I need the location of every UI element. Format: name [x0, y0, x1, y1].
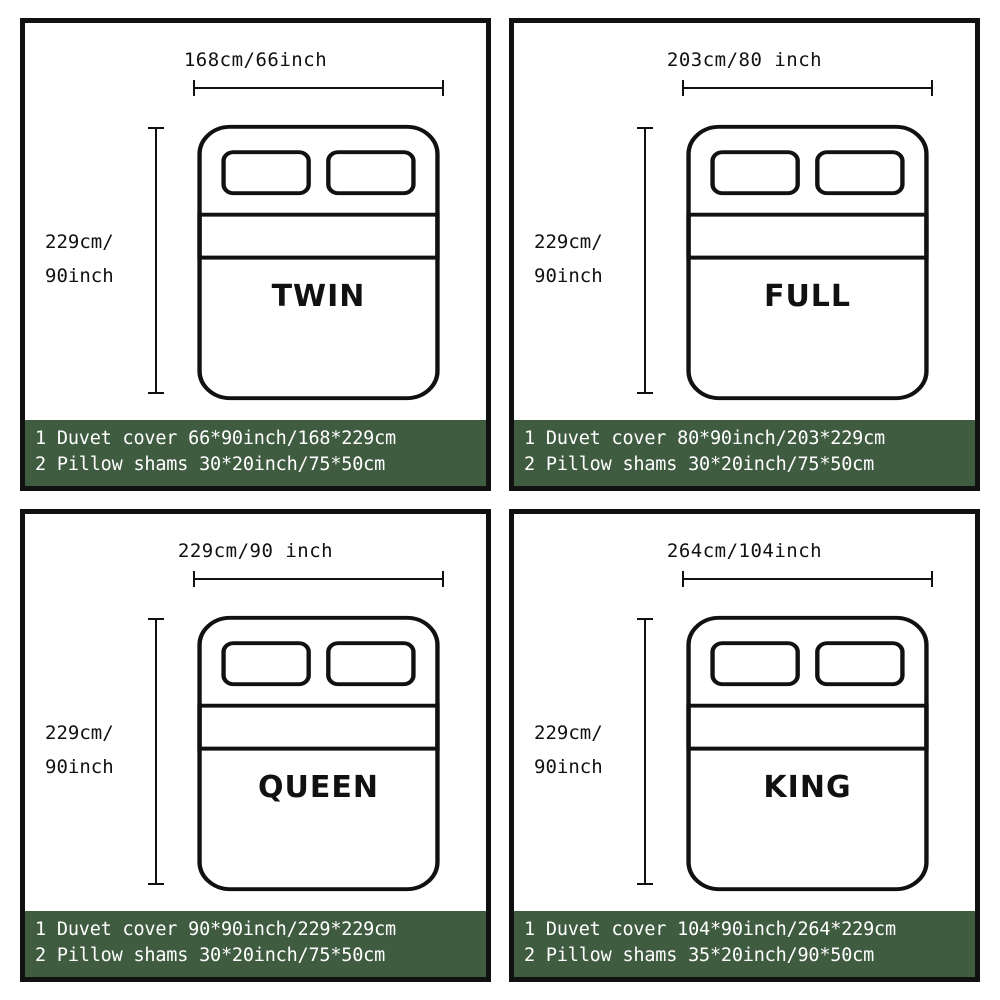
size-card-twin [20, 18, 491, 491]
bed-illustration-queen [193, 612, 444, 895]
dimension-cap-right [442, 80, 444, 96]
caption-line-1: 1 Duvet cover 104*90inch/264*229cm [524, 919, 896, 940]
bed-size-name: TWIN [271, 279, 366, 315]
dimension-cap-left [193, 571, 195, 587]
dimension-line-vertical [155, 618, 157, 885]
top-dimension-label: 229cm/90 inch [177, 540, 334, 562]
dimension-cap-left [682, 571, 684, 587]
bed-icon [193, 612, 444, 895]
bed-size-name: QUEEN [258, 770, 379, 806]
bed-size-name: FULL [763, 279, 852, 315]
bed-illustration-full [682, 121, 933, 404]
top-dimension-full [514, 49, 975, 105]
caption-line-2: 2 Pillow shams 30*20inch/75*50cm [35, 454, 386, 475]
side-dimension-line2: 90inch [534, 755, 603, 778]
side-dimension-label [45, 716, 141, 784]
size-card-queen [20, 509, 491, 982]
side-dimension-line1: 229cm/ [534, 721, 603, 744]
side-dimension-line1: 229cm/ [45, 721, 114, 744]
side-dimension-line2: 90inch [534, 264, 603, 287]
bed-illustration-twin [193, 121, 444, 404]
caption-twin [25, 420, 486, 486]
dimension-cap-bottom [148, 392, 164, 394]
side-dimension-label [45, 225, 141, 293]
dimension-line-horizontal [193, 87, 444, 89]
dimension-cap-top [637, 127, 653, 129]
dimension-line-vertical [644, 618, 646, 885]
side-dimension-line1: 229cm/ [534, 230, 603, 253]
dimension-cap-right [442, 571, 444, 587]
caption-line-1: 1 Duvet cover 90*90inch/229*229cm [35, 919, 396, 940]
side-dimension-twin [39, 113, 179, 404]
side-dimension-line2: 90inch [45, 755, 114, 778]
bed-icon [682, 121, 933, 404]
dimension-cap-bottom [637, 883, 653, 885]
top-dimension-queen [25, 540, 486, 596]
size-card-full [509, 18, 980, 491]
side-dimension-label [534, 716, 630, 784]
caption-line-2: 2 Pillow shams 30*20inch/75*50cm [524, 454, 875, 475]
dimension-cap-top [148, 127, 164, 129]
top-dimension-twin [25, 49, 486, 105]
size-card-king [509, 509, 980, 982]
dimension-cap-left [682, 80, 684, 96]
dimension-cap-right [931, 80, 933, 96]
bed-illustration-king [682, 612, 933, 895]
side-dimension-queen [39, 604, 179, 895]
dimension-cap-top [148, 618, 164, 620]
top-dimension-king [514, 540, 975, 596]
caption-line-1: 1 Duvet cover 80*90inch/203*229cm [524, 428, 885, 449]
side-dimension-king [528, 604, 668, 895]
dimension-line-horizontal [682, 87, 933, 89]
side-dimension-line1: 229cm/ [45, 230, 114, 253]
top-dimension-label: 203cm/80 inch [666, 49, 823, 71]
caption-line-2: 2 Pillow shams 35*20inch/90*50cm [524, 945, 875, 966]
top-dimension-label: 168cm/66inch [183, 49, 328, 71]
caption-king [514, 911, 975, 977]
caption-full [514, 420, 975, 486]
side-dimension-line2: 90inch [45, 264, 114, 287]
caption-queen [25, 911, 486, 977]
dimension-cap-bottom [148, 883, 164, 885]
dimension-line-horizontal [193, 578, 444, 580]
top-dimension-label: 264cm/104inch [666, 540, 823, 562]
side-dimension-label [534, 225, 630, 293]
dimension-line-horizontal [682, 578, 933, 580]
dimension-cap-top [637, 618, 653, 620]
bed-icon [193, 121, 444, 404]
bed-size-name: KING [763, 770, 852, 806]
dimension-cap-right [931, 571, 933, 587]
side-dimension-full [528, 113, 668, 404]
dimension-cap-bottom [637, 392, 653, 394]
bed-icon [682, 612, 933, 895]
dimension-line-vertical [155, 127, 157, 394]
dimension-cap-left [193, 80, 195, 96]
caption-line-1: 1 Duvet cover 66*90inch/168*229cm [35, 428, 396, 449]
dimension-line-vertical [644, 127, 646, 394]
caption-line-2: 2 Pillow shams 30*20inch/75*50cm [35, 945, 386, 966]
